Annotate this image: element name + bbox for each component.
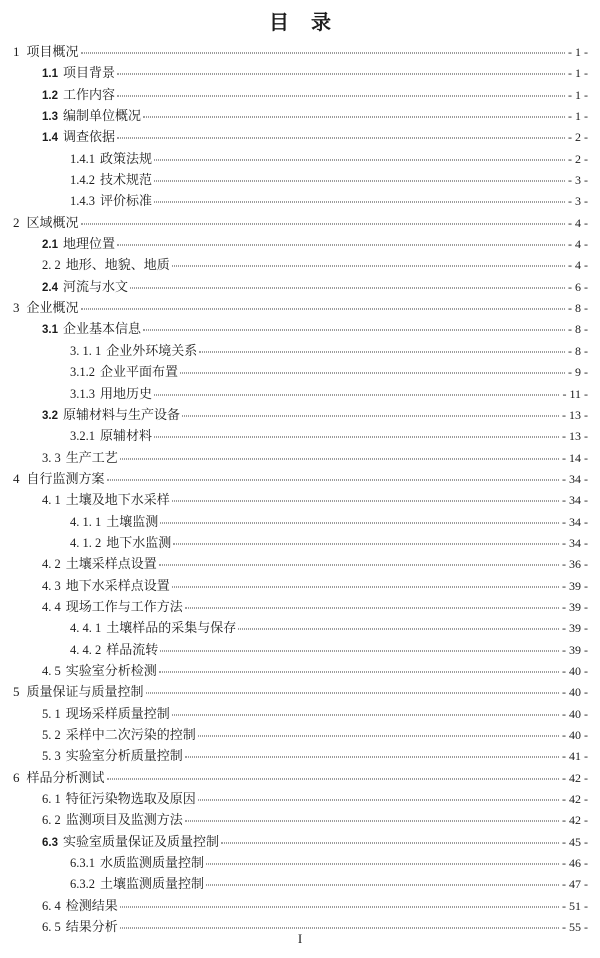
toc-entry-page: - 42 - [562, 813, 588, 828]
toc-entry-label: 原辅材料与生产设备 [63, 406, 181, 422]
toc-entry-page: - 36 - [562, 557, 588, 572]
toc-entry-number: 3. 1. 1 [70, 343, 102, 358]
toc-entry-number: 3.1 [42, 324, 58, 337]
toc-entry-page: - 42 - [562, 770, 588, 785]
dot-leader [185, 757, 559, 758]
toc-entry-label: 地下水监测 [106, 534, 172, 550]
toc-entry-page: - 9 - [568, 365, 588, 380]
toc-entry-label: 特征污染物选取及原因 [65, 791, 196, 807]
dot-leader [185, 821, 559, 822]
toc-entry-number: 6. 1 [42, 792, 61, 807]
toc-entry-page: - 8 - [568, 343, 588, 358]
toc-entry-page: - 40 - [562, 663, 588, 678]
toc-entry-page: - 2 - [568, 151, 588, 166]
toc-entry-label: 技术规范 [100, 172, 153, 188]
toc-entry-number: 2 [13, 214, 20, 230]
toc-entry-page: - 3 - [568, 173, 588, 188]
toc-entry-number: 1.1 [42, 68, 58, 81]
toc-entry-page: - 4 - [568, 215, 588, 230]
toc-entry-label: 监测项目及监测方法 [65, 812, 183, 828]
toc-entry-page: - 41 - [562, 749, 588, 764]
dot-leader [120, 906, 559, 907]
dot-leader [117, 95, 565, 96]
toc-entry-page: - 40 - [562, 706, 588, 721]
dot-leader [180, 373, 565, 374]
dot-leader [238, 629, 559, 630]
dot-leader [160, 522, 559, 523]
dot-leader [160, 650, 559, 651]
dot-leader [199, 351, 565, 352]
toc-entry-number: 3.1.2 [70, 365, 95, 380]
dot-leader [117, 245, 565, 246]
toc-entry-label: 实验室分析质量控制 [65, 748, 183, 764]
dot-leader [172, 586, 559, 587]
toc-entry-label: 土壤及地下水采样 [65, 492, 170, 508]
toc-entry[interactable] [13, 361, 588, 382]
toc-entry[interactable] [13, 596, 588, 617]
toc-entry[interactable] [13, 62, 588, 83]
toc-entry[interactable] [13, 873, 588, 894]
toc-entry-page: - 34 - [562, 493, 588, 508]
toc-entry-label: 实验室质量保证及质量控制 [63, 833, 220, 849]
toc-entry-label: 调查依据 [63, 129, 116, 145]
dot-leader [206, 885, 559, 886]
toc-entry-page: - 34 - [562, 535, 588, 550]
toc-entry[interactable] [13, 148, 588, 169]
page-title: 目 录 [269, 12, 332, 34]
toc-entry-page: - 40 - [562, 728, 588, 742]
toc-entry-number: 1.4.1 [70, 151, 95, 166]
toc-entry-page: - 39 - [562, 578, 588, 593]
dot-leader [173, 543, 559, 544]
toc-entry-page: - 1 - [568, 109, 588, 124]
toc-entry-number: 5. 1 [42, 706, 61, 721]
toc-entry-label: 采样中二次污染的控制 [65, 727, 196, 742]
toc-entry[interactable] [13, 831, 588, 852]
dot-leader [120, 458, 559, 459]
dot-leader [172, 714, 559, 715]
toc-entry-label: 现场工作与工作方法 [65, 598, 183, 614]
toc-entry-number: 3 [13, 300, 20, 316]
dot-leader [117, 138, 565, 139]
toc-entry-label: 编制单位概况 [63, 108, 142, 124]
toc-entry[interactable] [13, 254, 588, 275]
toc-entry[interactable] [13, 468, 588, 489]
toc-entry[interactable] [13, 745, 588, 766]
toc-entry[interactable] [13, 84, 588, 105]
dot-leader [185, 607, 559, 608]
toc-entry-number: 4. 3 [42, 578, 61, 593]
toc-entry[interactable] [13, 233, 588, 254]
toc-entry-number: 1.3 [42, 111, 58, 124]
toc-entry-label: 土壤监测质量控制 [100, 876, 205, 892]
toc-entry-number: 6.3.2 [70, 877, 95, 892]
toc-entry-label: 区域概况 [26, 214, 79, 230]
toc-entry-page: - 2 - [568, 130, 588, 145]
toc-entry-page: - 51 - [562, 898, 588, 913]
dot-leader [107, 479, 559, 480]
toc-entry-label: 企业平面布置 [100, 364, 179, 380]
toc-entry-label: 原辅材料 [100, 428, 153, 444]
toc-entry-label: 土壤采样点设置 [65, 556, 157, 572]
toc-entry-number: 6. 5 [42, 920, 61, 935]
toc-entry-page: - 4 - [568, 258, 588, 273]
toc-entry[interactable] [13, 41, 588, 62]
dot-leader [81, 53, 565, 54]
toc-entry-label: 土壤监测 [106, 513, 159, 529]
dot-leader [154, 202, 565, 203]
toc-entry-page: - 6 - [568, 279, 588, 294]
toc-entry-label: 用地历史 [100, 385, 153, 401]
toc-entry-number: 6.3.1 [70, 856, 95, 871]
toc-entry[interactable] [13, 660, 588, 681]
toc-entry-label: 企业基本信息 [63, 321, 142, 337]
toc-entry-label: 自行监测方案 [26, 470, 105, 486]
toc-entry-number: 3.1.3 [70, 386, 95, 401]
toc-entry[interactable] [13, 105, 588, 126]
toc-entry-page: - 39 - [562, 621, 588, 636]
dot-leader [120, 928, 559, 929]
toc-entry[interactable] [13, 639, 588, 660]
toc-entry-number: 3.2.1 [70, 429, 95, 444]
toc-entry[interactable] [13, 809, 588, 830]
toc-entry-number: 3. 3 [42, 450, 61, 465]
toc-entry-number: 1.4.3 [70, 194, 95, 209]
toc-entry[interactable] [13, 383, 588, 404]
toc-entry[interactable] [13, 767, 588, 788]
toc-entry-page: - 1 - [568, 66, 588, 81]
toc-entry-label: 地形、地貌、地质 [65, 257, 170, 273]
toc-entry-label: 企业概况 [26, 300, 79, 316]
toc-entry-label: 企业外环境关系 [106, 342, 198, 358]
toc-entry-number: 4. 5 [42, 663, 61, 678]
toc-entry-label: 项目概况 [26, 44, 79, 59]
dot-leader [143, 117, 565, 118]
toc-entry-label: 水质监测质量控制 [100, 855, 205, 871]
toc-entry-label: 政策法规 [100, 150, 153, 166]
dot-leader [159, 671, 559, 672]
toc-entry[interactable] [13, 489, 588, 510]
dot-leader [198, 736, 559, 737]
toc-entry-number: 4. 2 [42, 557, 61, 572]
toc-entry[interactable] [13, 190, 588, 211]
toc-entry[interactable] [13, 532, 588, 553]
toc-entry-number: 4. 4 [42, 599, 61, 614]
toc-entry-page: - 3 - [568, 194, 588, 209]
toc-entry-page: - 47 - [562, 877, 588, 892]
toc-entry[interactable] [13, 340, 588, 361]
toc-entry-page: - 8 - [568, 301, 588, 316]
toc-entry-label: 质量保证与质量控制 [26, 684, 144, 700]
toc-entry-number: 2.1 [42, 239, 58, 252]
toc-entry-page: - 40 - [562, 685, 588, 700]
dot-leader [107, 778, 559, 779]
toc-entry-number: 4. 1 [42, 493, 61, 508]
toc-entry-page: - 1 - [568, 87, 588, 102]
toc-entry-number: 6. 4 [42, 898, 61, 913]
dot-leader [154, 437, 559, 438]
toc-entry-page: - 8 - [568, 322, 588, 337]
toc-entry-label: 工作内容 [63, 86, 116, 102]
dot-leader [146, 693, 559, 694]
dot-leader [154, 394, 559, 395]
toc-entry-page: - 39 - [562, 599, 588, 614]
toc-entry[interactable] [13, 724, 588, 745]
toc-entry-page: - 13 - [562, 407, 588, 422]
toc-entry-label: 检测结果 [65, 897, 118, 913]
toc-entry-label: 实验室分析检测 [65, 662, 157, 678]
toc-entry-page: - 55 - [562, 920, 588, 935]
toc-entry-label: 地下水采样点设置 [65, 577, 170, 593]
toc-entry-number: 1.2 [42, 89, 58, 102]
toc-entry[interactable] [13, 575, 588, 596]
toc-entry-number: 5 [13, 684, 20, 700]
toc-entry[interactable] [13, 425, 588, 446]
toc-entry[interactable] [13, 212, 588, 233]
toc-entry-number: 4 [13, 470, 20, 486]
dot-leader [172, 266, 565, 267]
toc-list [13, 41, 588, 937]
toc-entry-page: - 42 - [562, 792, 588, 807]
toc-entry[interactable] [13, 681, 588, 702]
toc-entry-number: 1 [13, 44, 20, 59]
dot-leader [130, 287, 565, 288]
toc-entry[interactable] [13, 553, 588, 574]
toc-entry[interactable] [13, 852, 588, 873]
toc-entry-number: 4. 4. 1 [70, 621, 102, 636]
toc-entry-page: - 14 - [562, 450, 588, 465]
dot-leader [154, 159, 565, 160]
toc-entry-number: 2.4 [42, 281, 58, 294]
dot-leader [81, 309, 565, 310]
toc-entry-label: 土壤样品的采集与保存 [106, 620, 237, 636]
toc-entry-number: 1.4.2 [70, 173, 95, 188]
dot-leader [159, 565, 559, 566]
toc-entry-page: - 34 - [562, 471, 588, 486]
dot-leader [117, 74, 565, 75]
toc-entry-label: 生产工艺 [65, 449, 118, 465]
toc-entry-label: 评价标准 [100, 193, 153, 209]
toc-entry-number: 5. 2 [42, 728, 61, 742]
toc-entry-page: - 11 - [562, 386, 588, 401]
toc-entry[interactable] [13, 703, 588, 724]
dot-leader [206, 864, 559, 865]
toc-entry-label: 河流与水文 [63, 278, 129, 294]
toc-entry-page: - 45 - [562, 834, 588, 849]
toc-entry[interactable] [13, 447, 588, 468]
dot-leader [81, 223, 565, 224]
toc-entry-number: 1.4 [42, 132, 58, 145]
toc-entry[interactable] [13, 511, 588, 532]
toc-entry[interactable] [13, 297, 588, 318]
toc-entry-label: 样品分析测试 [26, 769, 105, 785]
toc-entry-number: 4. 1. 1 [70, 514, 102, 529]
toc-entry-label: 结果分析 [65, 919, 118, 935]
dot-leader [172, 501, 559, 502]
toc-entry[interactable] [13, 276, 588, 297]
toc-entry[interactable] [13, 617, 588, 638]
footer-page-number: I [297, 931, 303, 946]
toc-entry-label: 现场采样质量控制 [65, 705, 170, 721]
dot-leader [154, 181, 565, 182]
toc-entry-label: 地理位置 [63, 236, 116, 252]
toc-entry-page: - 46 - [562, 856, 588, 871]
toc-entry-label: 样品流转 [106, 641, 159, 657]
toc-entry-number: 6. 2 [42, 813, 61, 828]
toc-entry-number: 4. 1. 2 [70, 535, 102, 550]
toc-entry-number: 6.3 [42, 836, 58, 849]
toc-entry-page: - 1 - [568, 45, 588, 59]
dot-leader [182, 415, 559, 416]
dot-leader [221, 842, 559, 843]
toc-entry-label: 项目背景 [63, 65, 116, 81]
toc-entry-number: 4. 4. 2 [70, 642, 102, 657]
toc-entry[interactable] [13, 404, 588, 425]
toc-entry-page: - 13 - [562, 429, 588, 444]
toc-entry-number: 5. 3 [42, 749, 61, 764]
toc-entry[interactable] [13, 126, 588, 147]
toc-entry[interactable] [13, 895, 588, 916]
dot-leader [198, 800, 559, 801]
toc-entry-number: 6 [13, 769, 20, 785]
toc-entry-number: 2. 2 [42, 258, 61, 273]
toc-entry-page: - 4 - [568, 237, 588, 252]
toc-entry-page: - 39 - [562, 642, 588, 657]
toc-entry[interactable] [13, 318, 588, 339]
toc-entry[interactable] [13, 169, 588, 190]
toc-entry[interactable] [13, 788, 588, 809]
toc-entry-number: 3.2 [42, 409, 58, 422]
toc-entry-page: - 34 - [562, 514, 588, 529]
dot-leader [143, 330, 565, 331]
